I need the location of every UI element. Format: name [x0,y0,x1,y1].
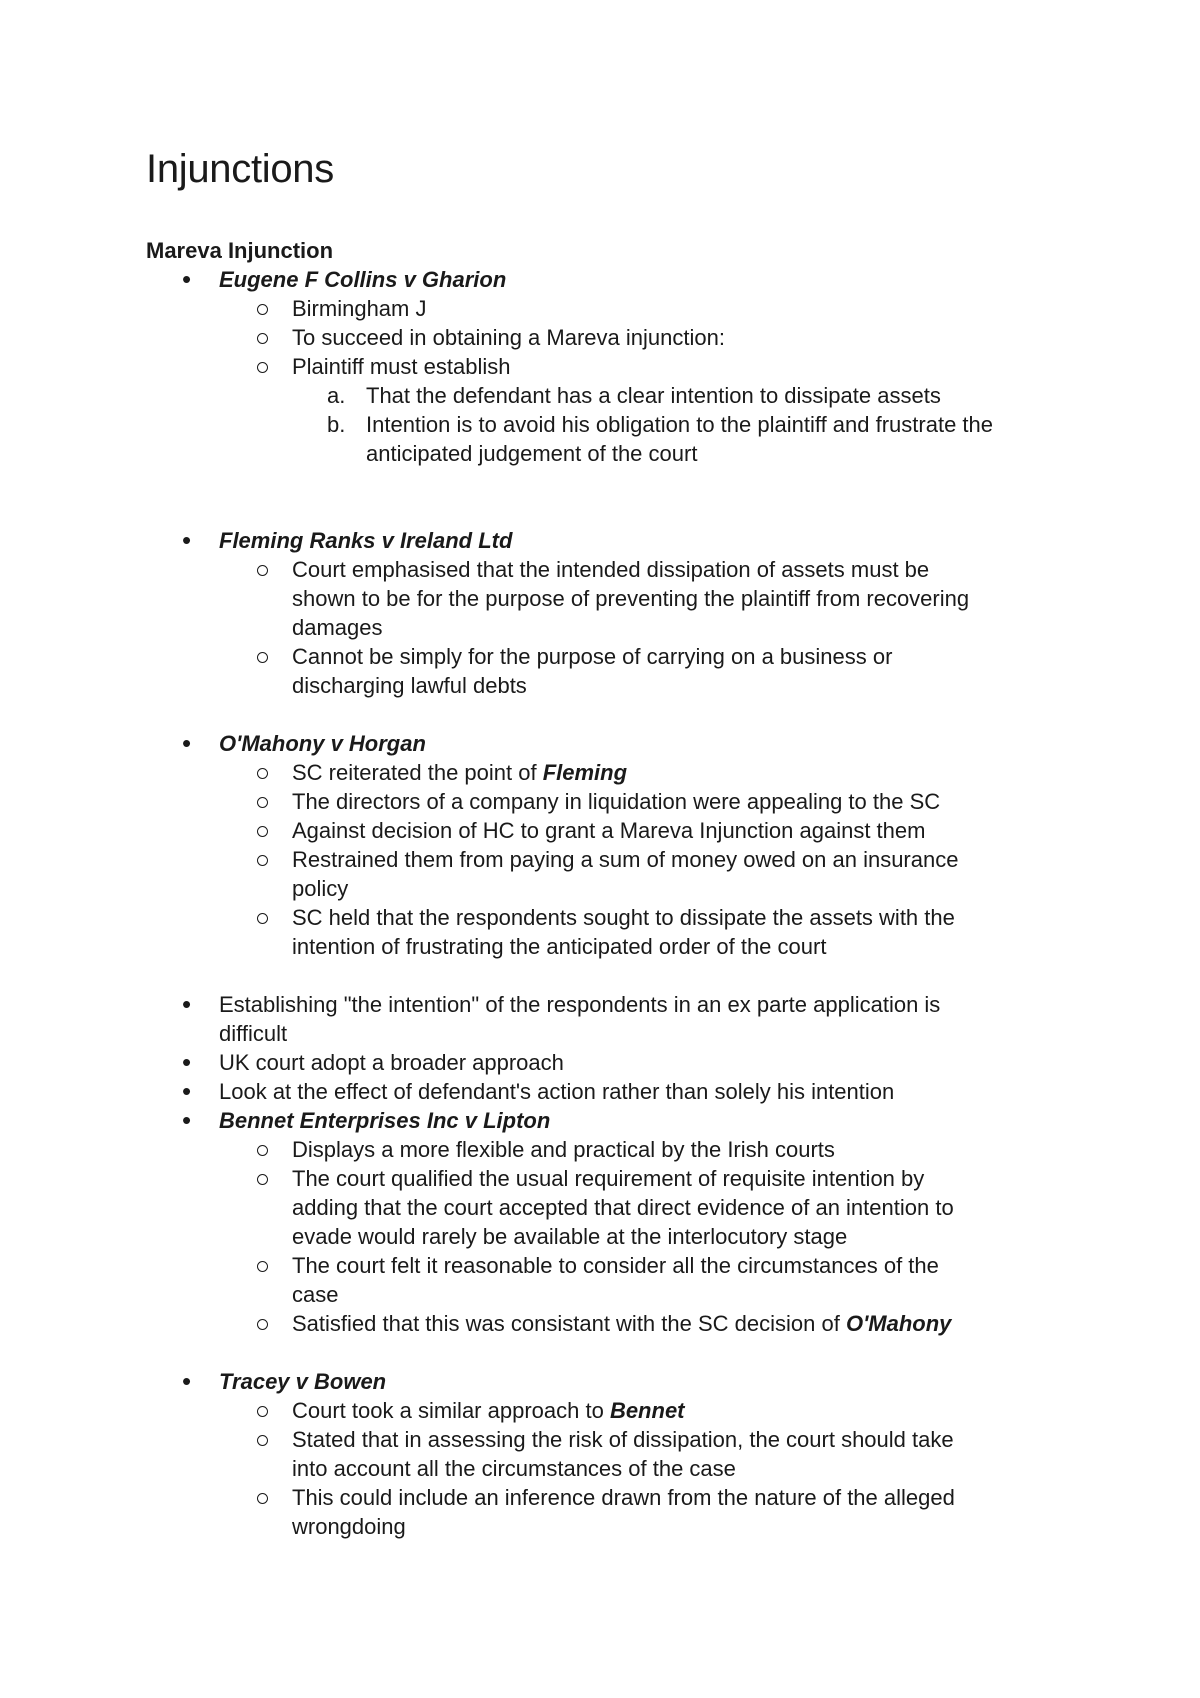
list-marker: a. [327,383,346,408]
bullet-icon [182,729,191,759]
list-item-case [0,1367,1200,1396]
case-name: Bennet Enterprises Inc v Lipton [219,1108,551,1133]
circle-bullet-icon [257,826,268,837]
sub-list-item [0,787,1200,816]
bullet-icon [182,1367,191,1397]
sub-list-item [0,1309,1200,1338]
list-item-text: Establishing "the intention" of the respondents in an ex parte application is [219,992,941,1017]
sub-item-text: discharging lawful debts [292,673,527,698]
circle-bullet-icon [257,1493,268,1504]
list-item-continuation [0,1019,1200,1048]
circle-bullet-icon [257,1174,268,1185]
ordered-item-text: That the defendant has a clear intention to dissipate assets [366,383,941,408]
sub-list-item-continuation [0,584,1200,613]
case-reference: O'Mahony [845,1311,952,1336]
list-item [0,990,1200,1019]
bullet-icon [182,1077,191,1107]
sub-list-item [0,758,1200,787]
list-item-text: UK court adopt a broader approach [219,1050,564,1075]
document-title: Injunctions [146,147,334,191]
case-name: Fleming Ranks v Ireland Ltd [219,528,513,553]
sub-item-text: shown to be for the purpose of preventing the plaintiff from recovering [292,586,970,611]
sub-list-item-continuation [0,671,1200,700]
sub-item-text: SC reiterated the point of [292,760,543,785]
list-item-case [0,526,1200,555]
circle-bullet-icon [257,913,268,924]
circle-bullet-icon [257,1319,268,1330]
circle-bullet-icon [257,652,268,663]
circle-bullet-icon [257,768,268,779]
list-item-text: Look at the effect of defendant's action rather than solely his intention [219,1079,895,1104]
ordered-item-text: Intention is to avoid his obligation to the plaintiff and frustrate the [366,412,993,437]
sub-list-item [0,845,1200,874]
sub-item-text: SC held that the respondents sought to dissipate the assets with the [292,905,955,930]
case-name: Tracey v Bowen [219,1369,387,1394]
sub-list-item-continuation [0,1454,1200,1483]
sub-list-item [0,352,1200,381]
list-item-case [0,1106,1200,1135]
sub-item-text: Against decision of HC to grant a Mareva Injunction against them [292,818,926,843]
bullet-icon [182,1048,191,1078]
bullet-icon [182,526,191,556]
sub-item-text: adding that the court accepted that direct evidence of an intention to [292,1195,954,1220]
sub-list-item [0,1396,1200,1425]
circle-bullet-icon [257,333,268,344]
sub-item-text: into account all the circumstances of the case [292,1456,736,1481]
case-name: Eugene F Collins v Gharion [219,267,507,292]
sub-item-text: Plaintiff must establish [292,354,511,379]
sub-list-item [0,294,1200,323]
list-item-case [0,729,1200,758]
sub-item-text: To succeed in obtaining a Mareva injunction: [292,325,725,350]
circle-bullet-icon [257,1435,268,1446]
sub-list-item-continuation [0,1280,1200,1309]
sub-item-text: Court emphasised that the intended dissipation of assets must be [292,557,930,582]
sub-item-text: Stated that in assessing the risk of dissipation, the court should take [292,1427,954,1452]
circle-bullet-icon [257,565,268,576]
sub-item-text: Restrained them from paying a sum of money owed on an insurance [292,847,959,872]
sub-list-item [0,555,1200,584]
sub-list-item-continuation [0,613,1200,642]
sub-item-text: case [292,1282,339,1307]
document-body [0,265,1200,1541]
bullet-icon [182,265,191,295]
sub-item-text: wrongdoing [292,1514,406,1539]
sub-list-item [0,816,1200,845]
list-item [0,1077,1200,1106]
circle-bullet-icon [257,1145,268,1156]
sub-item-text: The court qualified the usual requirement of requisite intention by [292,1166,925,1191]
list-item-text: difficult [219,1021,288,1046]
list-marker: b. [327,412,346,437]
sub-list-item [0,903,1200,932]
list-item-case [0,265,1200,294]
sub-list-item-continuation [0,874,1200,903]
sub-item-text: This could include an inference drawn from the nature of the alleged [292,1485,955,1510]
sub-item-text: intention of frustrating the anticipated order of the court [292,934,827,959]
circle-bullet-icon [257,855,268,866]
case-name: O'Mahony v Horgan [219,731,426,756]
sub-item-text: Displays a more flexible and practical by the Irish courts [292,1137,835,1162]
case-reference: Fleming [542,760,628,785]
circle-bullet-icon [257,1261,268,1272]
ordered-list-item-continuation [0,439,1200,468]
ordered-list-item [0,410,1200,439]
sub-list-item-continuation [0,932,1200,961]
ordered-item-text: anticipated judgement of the court [366,441,698,466]
sub-item-text: The court felt it reasonable to consider all the circumstances of the [292,1253,939,1278]
sub-item-text: policy [292,876,349,901]
sub-list-item-continuation [0,1222,1200,1251]
sub-list-item [0,1425,1200,1454]
sub-list-item [0,642,1200,671]
sub-item-text: damages [292,615,383,640]
sub-item-text: Satisfied that this was consistant with the SC decision of [292,1311,846,1336]
list-item [0,1048,1200,1077]
sub-list-item-continuation [0,1193,1200,1222]
section-heading: Mareva Injunction [146,238,334,263]
bullet-icon [182,990,191,1020]
circle-bullet-icon [257,797,268,808]
sub-list-item [0,1164,1200,1193]
sub-list-item-continuation [0,1512,1200,1541]
ordered-list-item [0,381,1200,410]
circle-bullet-icon [257,1406,268,1417]
sub-list-item [0,1251,1200,1280]
sub-item-text: Court took a similar approach to [292,1398,610,1423]
sub-list-item [0,1483,1200,1512]
circle-bullet-icon [257,304,268,315]
sub-item-text: evade would rarely be available at the interlocutory stage [292,1224,848,1249]
sub-list-item [0,1135,1200,1164]
circle-bullet-icon [257,362,268,373]
sub-item-text: Birmingham J [292,296,427,321]
bullet-icon [182,1106,191,1136]
sub-item-text: Cannot be simply for the purpose of carrying on a business or [292,644,893,669]
sub-item-text: The directors of a company in liquidation were appealing to the SC [292,789,941,814]
case-reference: Bennet [609,1398,685,1423]
sub-list-item [0,323,1200,352]
